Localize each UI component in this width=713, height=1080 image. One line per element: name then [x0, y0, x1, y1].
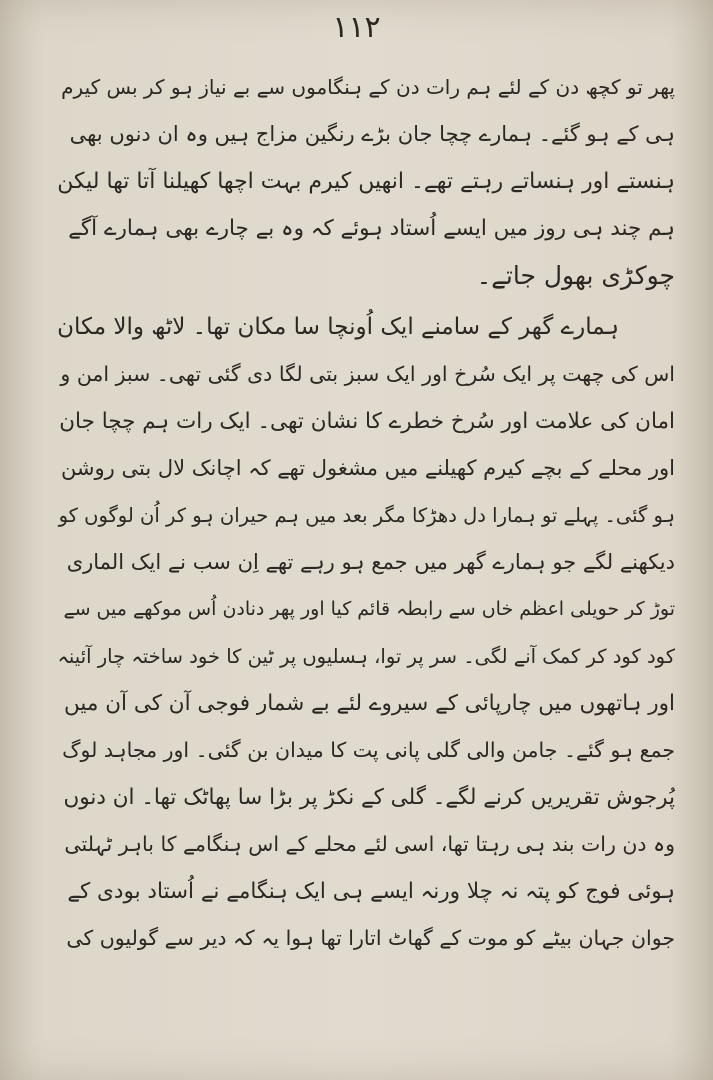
text-line: پھر تو کچھ دن کے لئے ہم رات دن کے ہنگاموں سے بے نیاز ہو کر بس کیرم — [61, 75, 675, 99]
text-line: ہو گئی۔ پہلے تو ہمارا دل دھڑکا مگر بعد میں ہم حیران ہو کر اُن لوگوں کو — [58, 504, 675, 527]
page-number: ۱۱۲ — [332, 10, 381, 45]
text-line: ہی کے ہو گئے۔ ہمارے چچا جان بڑے رنگین مزاج ہیں وہ ان دنوں بھی — [69, 122, 675, 146]
page-text — [56, 64, 675, 962]
text-line: اس کی چھت پر ایک سُرخ اور ایک سبز بتی لگا دی گئی تھی۔ سبز امن و — [60, 362, 675, 386]
text-line: ہنستے اور ہنساتے رہتے تھے۔ انھیں کیرم بہت اچھا کھیلنا آتا تھا لیکن — [57, 169, 675, 194]
text-line: ہمارے گھر کے سامنے ایک اُونچا سا مکان تھا۔ لاٹھ والا مکان — [57, 314, 619, 340]
text-line: اور ہاتھوں میں چارپائی کے سیروے لئے بے شمار فوجی آن کی آن میں — [64, 691, 675, 716]
text-line: وہ دن رات بند ہی رہتا تھا، اسی لئے محلے کے اس ہنگامے کا باہر ٹہلتی — [64, 832, 675, 856]
text-line: امان کی علامت اور سُرخ خطرے کا نشان تھی۔ ایک رات ہم چچا جان — [59, 409, 675, 434]
text-line: پُرجوش تقریریں کرنے لگے۔ گلی کے نکڑ پر بڑا سا پھاٹک تھا۔ ان دنوں — [63, 785, 675, 810]
text-line: کود کود کر کمک آنے لگی۔ سر پر توا، ہسلیوں پر ٹین کا خود ساختہ چار آئینہ — [57, 645, 675, 668]
text-line: جوان جہان بیٹے کو موت کے گھاٹ اتارا تھا ہوا یہ کہ دیر سے گولیوں کی — [66, 926, 675, 950]
text-line: ہوئی فوج کو پتہ نہ چلا ورنہ ایسے ہی ایک ہنگامے نے اُستاد بودی کے — [67, 879, 675, 904]
text-line: ہم چند ہی روز میں ایسے اُستاد ہوئے کہ وہ بے چارے بھی ہمارے آگے — [68, 216, 675, 241]
text-line: چوکڑی بھول جاتے۔ — [476, 261, 675, 290]
text-line: اور محلے کے بچے کیرم کھیلنے میں مشغول تھے کہ اچانک لال بتی روشن — [60, 456, 675, 480]
text-line: جمع ہو گئے۔ جامن والی گلی پانی پت کا میدان بن گئی۔ اور مجاہد لوگ — [62, 738, 675, 762]
text-line: توڑ کر حویلی اعظم خاں سے رابطہ قائم کیا اور پھر دنادن اُس موکھے میں سے — [63, 598, 675, 620]
text-line: دیکھنے لگے جو ہمارے گھر میں جمع ہو رہے تھے اِن سب نے ایک الماری — [66, 550, 675, 574]
